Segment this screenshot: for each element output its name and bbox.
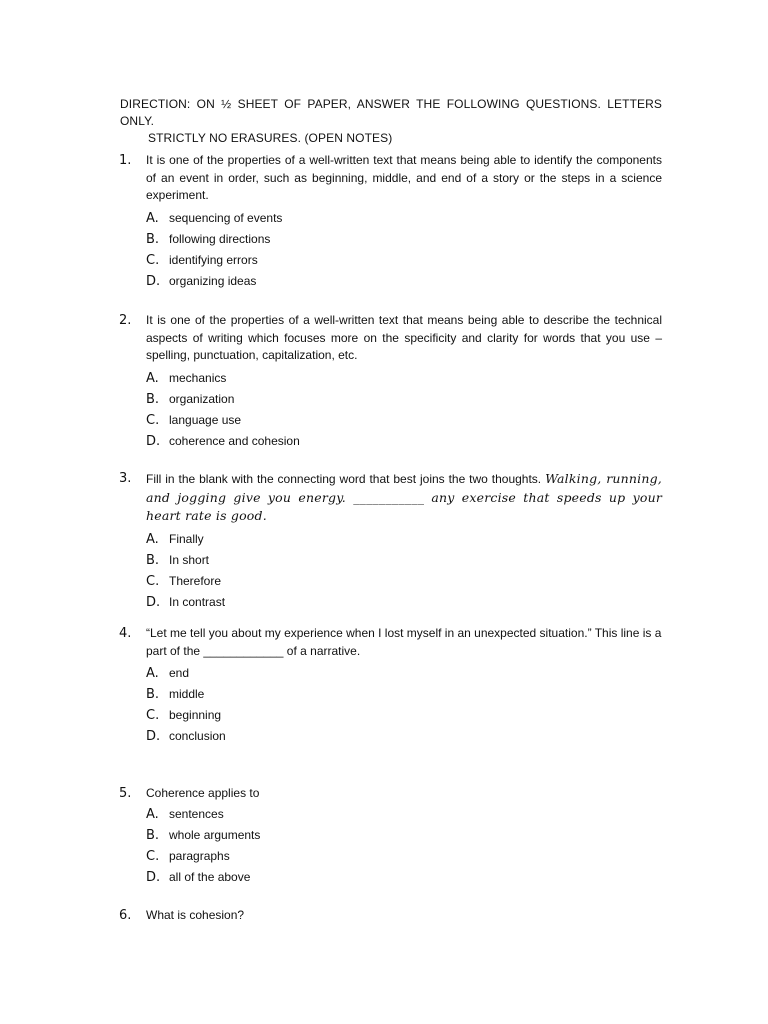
option-letter: B. [146,231,160,247]
option-c [146,846,662,867]
question-instruction: Fill in the blank with the connecting word that best joins the two thoughts. [146,472,542,486]
direction-text [120,96,662,147]
option-b [146,684,662,705]
option-letter: A. [146,210,159,226]
question-text: “Let me tell you about my experience when I lost myself in an unexpected situation.” This line is a part of the ____________ of a narrative. [146,626,662,658]
option-a [146,529,662,550]
option-letter: D. [146,729,161,744]
option-letter: C. [146,252,160,268]
option-d [146,726,662,747]
question-text: It is one of the properties of a well-written text that means being able to describe the technical aspects of writing which focuses more on the specificity and clarity for words that you use – spelling, punctuation, capitalization, etc. [146,313,662,362]
question-text: Coherence applies to [146,786,260,800]
question-5 [119,785,662,888]
option-text: Therefore [169,573,222,588]
option-b [146,550,662,571]
option-letter: D. [146,594,161,610]
question-1 [119,152,662,292]
option-text: paragraphs [169,848,230,863]
option-letter: B. [146,687,160,702]
option-text: identifying errors [169,252,258,267]
option-letter: C. [146,573,160,589]
option-text: following directions [169,231,271,246]
option-letter: B. [146,391,160,407]
option-list [146,529,662,613]
option-text: beginning [169,708,222,722]
option-letter: C. [146,708,160,723]
option-letter: B. [146,552,160,568]
option-letter: D. [146,433,161,449]
option-text: whole arguments [169,827,261,842]
option-letter: D. [146,273,161,289]
option-letter: B. [146,827,160,843]
direction-line-2: STRICTLY NO ERASURES. (OPEN NOTES) [148,131,393,145]
question-number: 3. [119,471,132,486]
option-c [146,410,662,431]
option-letter: A. [146,806,159,822]
option-a [146,804,662,825]
option-a [146,208,662,229]
question-6 [119,907,662,925]
option-c [146,705,662,726]
option-text: language use [169,412,242,427]
option-a [146,663,662,684]
option-d [146,431,662,452]
option-list [146,208,662,292]
option-list [146,368,662,452]
option-c [146,571,662,592]
question-3 [119,470,662,613]
option-d [146,867,662,888]
option-letter: A. [146,531,159,547]
question-text [146,470,662,526]
question-number: 2. [119,313,132,328]
option-b [146,389,662,410]
option-text: middle [169,687,205,701]
option-text: coherence and cohesion [169,433,300,448]
option-d [146,271,662,292]
option-list [146,663,662,747]
option-list [146,804,662,888]
option-text: end [169,666,190,680]
option-text: organization [169,391,235,406]
option-letter: D. [146,869,161,885]
option-c [146,250,662,271]
option-letter: A. [146,666,159,681]
question-passage: Walking, running, and jogging give you energy. ___________ any exercise that speeds up your heart rate is good. [146,471,662,523]
question-number: 4. [119,626,132,641]
option-text: conclusion [169,729,226,743]
question-4 [119,625,662,747]
option-d [146,592,662,613]
option-text: mechanics [169,370,227,385]
option-text: all of the above [169,869,251,884]
question-number: 1. [119,153,132,168]
question-number: 6. [119,908,132,923]
question-text: It is one of the properties of a well-written text that means being able to identify the components of an event in order, such as beginning, middle, and end of a story or the steps in a science experiment. [146,153,662,202]
question-2 [119,312,662,452]
option-text: organizing ideas [169,273,257,288]
option-b [146,229,662,250]
question-number: 5. [119,786,132,801]
option-text: Finally [169,531,204,546]
option-text: sentences [169,806,224,821]
option-text: sequencing of events [169,210,283,225]
direction-line-1: DIRECTION: ON ½ SHEET OF PAPER, ANSWER THE FOLLOWING QUESTIONS. LETTERS ONLY. [120,97,662,128]
option-letter: C. [146,412,160,428]
option-letter: A. [146,370,159,386]
option-text: In short [169,552,210,567]
option-letter: C. [146,848,160,864]
option-a [146,368,662,389]
option-text: In contrast [169,594,226,609]
question-text: What is cohesion? [146,908,245,922]
option-b [146,825,662,846]
